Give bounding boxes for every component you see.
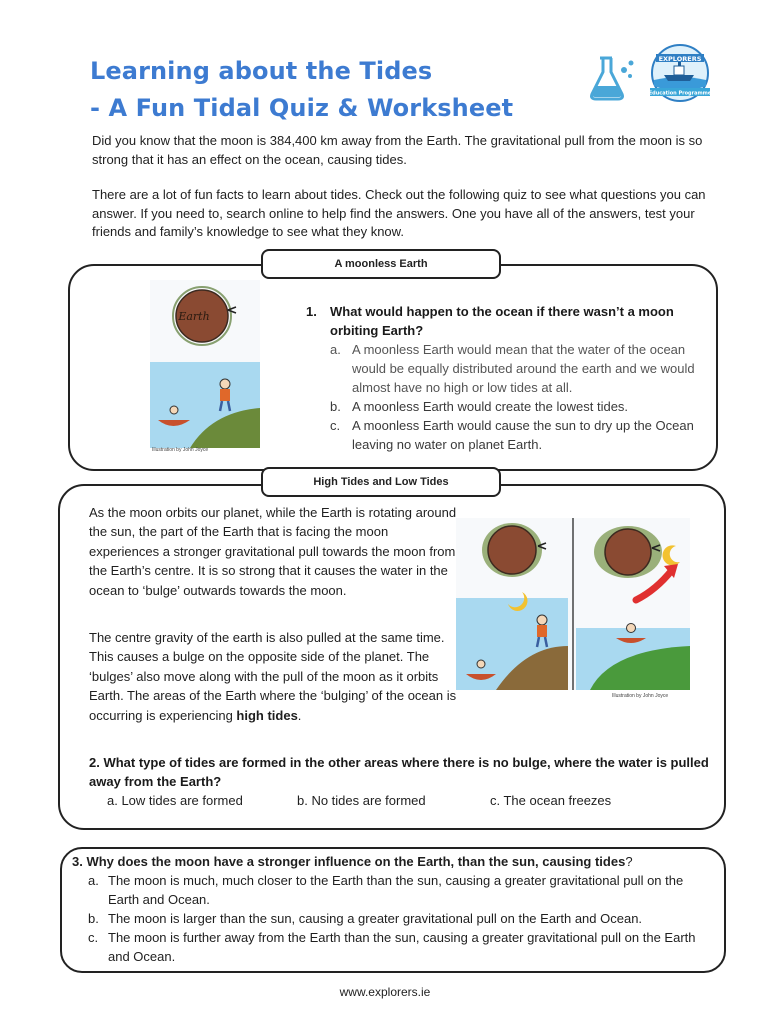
option-text: A moonless Earth would cause the sun to dry up the Ocean leaving no water on planet Earth. [352,418,694,452]
intro-paragraph-2: There are a lot of fun facts to learn about tides. Check out the following quiz to see what questions you can answer. If you need to, search online to help find the answers. One you have all of the answers, test your friends and family’s knowledge to see what they know. [92,187,706,239]
question-2 [89,753,709,811]
option-text: A moonless Earth would create the lowest tides. [352,399,629,414]
question-3-option-c [88,928,712,966]
question-2-answer-c: c. The ocean freezes [490,793,612,808]
question-3-end: ? [625,854,633,869]
question-1-number: 1. [306,304,317,319]
science-flask-icon [586,54,638,102]
logo-text-top: EXPLORERS [658,55,702,63]
option-text: A moonless Earth would mean that the water of the ocean would be equally distributed around the earth and we would almost have no high or low tides at all. [352,342,695,395]
option-letter: b. [88,911,99,926]
question-1-text: What would happen to the ocean if there wasn’t a moon orbiting Earth? [330,304,674,338]
question-1 [306,302,706,454]
footer-url: www.explorers.ie [339,985,431,999]
tides-paragraph-2 [89,628,457,725]
logo-text-bottom: Education Programme [648,90,712,97]
illustration-earth-label: Earth [178,310,210,323]
question-3-option-b [88,909,712,928]
illustration-credit-2: Illustration by John Joyce [612,693,669,699]
tides-paragraph-2-text: The centre gravity of the earth is also pulled at the same time. This causes a bulge on the opposite side of the planet. The ‘bulges’ also move along with the pull of the moon as it orbits Earth. The areas of the Earth where the ‘bulging’ of the ocean is occurring is experiencing [89,630,457,723]
question-2-text: 2. What type of tides are formed in the other areas where there is no bulge, where the water is pulled away from the Earth? [89,755,709,789]
question-3-option-a [88,871,712,909]
option-text: The moon is much, much closer to the Earth than the sun, causing a greater gravitational pull on the Earth and Ocean. [108,873,684,907]
tides-paragraph-1: As the moon orbits our planet, while the Earth is rotating around the sun, the part of the Earth that is facing the moon experiences a stronger gravitational pull towards the moon from the Earth’s centre. It is so strong that it causes the water in the ocean to ‘bulge’ outwards towards the moon. [89,505,457,598]
option-letter: a. [88,873,99,888]
page-title-line1: Learning about the Tides [90,57,433,85]
question-2-answer-a: a. Low tides are formed [107,793,243,808]
explorers-logo-icon [644,42,716,104]
moonless-earth-illustration [150,280,260,448]
tides-illustration [456,518,690,690]
option-letter: c. [330,418,341,433]
intro-paragraph-1: Did you know that the moon is 384,400 km away from the Earth. The gravitational pull from the moon is so strong that it has an effect on the ocean, causing tides. [92,133,703,167]
question-1-option-a [330,340,706,397]
option-text: The moon is further away from the Earth than the sun, causing a greater gravitational pull on the Earth and Ocean. [108,930,696,964]
option-text: The moon is larger than the sun, causing a greater gravitational pull on the Earth and Ocean. [108,911,643,926]
section-tab-high-low-tides: High Tides and Low Tides [261,467,501,497]
question-2-answer-b: b. No tides are formed [297,793,426,808]
tides-paragraph-2-bold: high tides [236,707,298,723]
illustration-credit-1: Illustration by John Joyce [152,447,209,453]
tides-paragraph-2-end: . [297,707,302,723]
option-letter: c. [88,930,99,945]
page-title-line2: - A Fun Tidal Quiz & Worksheet [90,94,514,122]
question-3-text: 3. Why does the moon have a stronger influence on the Earth, than the sun, causing tides [72,854,626,869]
section-tab-moonless-earth: A moonless Earth [261,249,501,279]
question-1-option-c [330,416,706,454]
option-letter: b. [330,399,341,414]
question-3 [72,852,712,966]
question-1-option-b [330,397,706,416]
option-letter: a. [330,342,341,357]
